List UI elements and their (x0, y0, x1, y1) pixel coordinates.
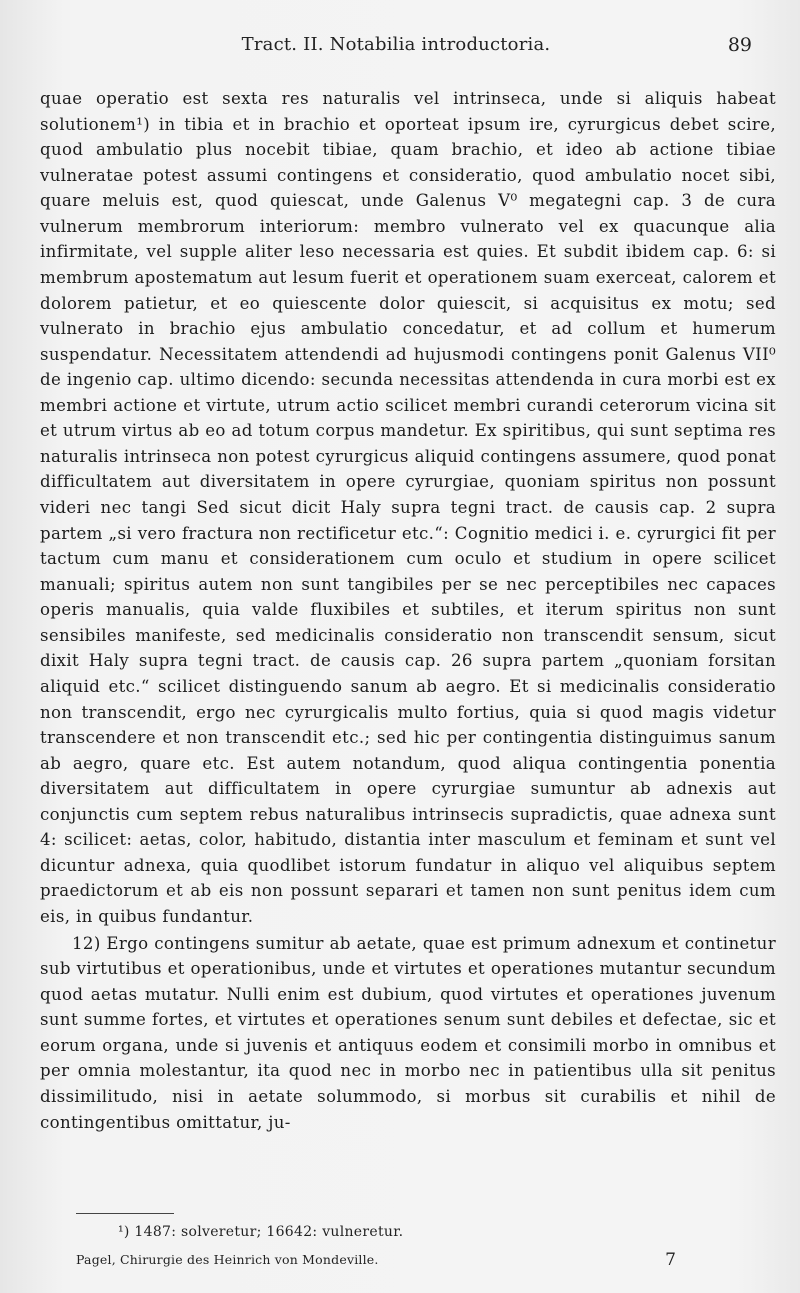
running-head (40, 34, 752, 62)
footer-line (76, 1252, 676, 1272)
body-text (40, 86, 776, 1135)
running-title: Tract. II. Notabilia introductoria. (241, 34, 551, 55)
page-number: 89 (727, 34, 752, 56)
paragraph-1: quae operatio est sexta res naturalis vel intrinseca, unde si aliquis habeat solutionem¹) in tibia et in brachio et oporteat ipsum ire, cyrurgicus debet scire, quod ambulatio plus nocebit tibiae, quam brachio, et ideo ab actione tibiae vulneratae potest assumi contingens et consideratio, quod ambulatio nocet sibi, quare meluis est, quod quiescat, unde Galenus V⁰ megategni cap. 3 de cura vulnerum membrorum interiorum: membro vulnerato vel ex quacunque alia infirmitate, vel supple aliter leso necessaria est quies. Et subdit ibidem cap. 6: si membrum apostematum aut lesum fuerit et operationem suam exerceat, calorem et dolorem patietur, et eo quiescente dolor quiescit, si acquisitus ex motu; sed vulnerato in brachio ejus ambulatio concedatur, et ad collum et humerum suspendatur. Necessitatem attendendi ad hujusmodi contingens ponit Galenus VII⁰ de ingenio cap. ultimo dicendo: secunda necessitas attendenda in cura morbi est ex membri actione et virtute, utrum actio scilicet membri curandi ceterorum vicina sit et utrum virtus ab eo ad totum corpus mandetur. Ex spiritibus, qui sunt septima res naturalis intrinseca non potest cyrurgicus aliquid contingens assumere, quod ponat difficultatem aut diversitatem in opere cyrurgiae, quoniam spiritus non possunt videri nec tangi Sed sicut dicit Haly supra tegni tract. de causis cap. 2 supra partem „si vero fractura non rectificetur etc.“: Cognitio medici i. e. cyrurgici fit per tactum cum manu et considerationem cum oculo et studium in opere scilicet manuali; spiritus autem non sunt tangibiles per se nec perceptibiles nec capaces operis manualis, quia valde fluxibiles et subtiles, et iterum spiritus non sunt sensibiles manifeste, sed medicinalis consideratio non transcendit sensum, sicut dixit Haly supra tegni tract. de causis cap. 26 supra partem „quoniam forsitan aliquid etc.“ scilicet distinguendo sanum ab aegro. Et si medicinalis consideratio non transcendit, ergo nec cyrurgicalis multo fortius, quia si quod magis videtur transcendere et non transcendit etc.; sed hic per contingentia distinguimus sanum ab aegro, quare etc. Est autem notandum, quod aliqua contingentia ponentia diversitatem aut difficultatem in opere cyrurgiae sumuntur ab adnexis aut conjunctis cum septem rebus naturalibus intrinsecis supradictis, quae adnexa sunt 4: scilicet: aetas, color, habitudo, distantia inter masculum et feminam et sunt vel dicuntur adnexa, quia quodlibet istorum fundatur in aliquo vel aliquibus septem praedictorum et ab eis non possunt separari et tamen non sunt penitus idem cum eis, in quibus fundantur. (40, 89, 776, 926)
signature-number: 7 (665, 1250, 676, 1270)
paragraph-2: 12) Ergo contingens sumitur ab aetate, quae est primum adnexum et continetur sub virtutibus et operationibus, unde et virtutes et operationes mutantur secundum quod aetas mutatur. Nulli enim est dubium, quod virtutes et operationes juvenum sunt summe fortes, et virtutes et operationes senum sunt debiles et defectae, sic et eorum organa, unde si juvenis et antiquus eodem et consimili morbo in omnibus et per omnia molestantur, ita quod nec in morbo nec in patientibus ulla sit penitus dissimilitudo, nisi in aetate solummodo, si morbus sit curabilis et nihil de contingentibus omittatur, ju- (40, 933, 776, 1132)
printer-signature: Pagel, Chirurgie des Heinrich von Mondeville. (76, 1252, 379, 1267)
footnote: ¹) 1487: solveretur; 16642: vulneretur. (118, 1224, 404, 1240)
footnote-rule (76, 1213, 174, 1214)
